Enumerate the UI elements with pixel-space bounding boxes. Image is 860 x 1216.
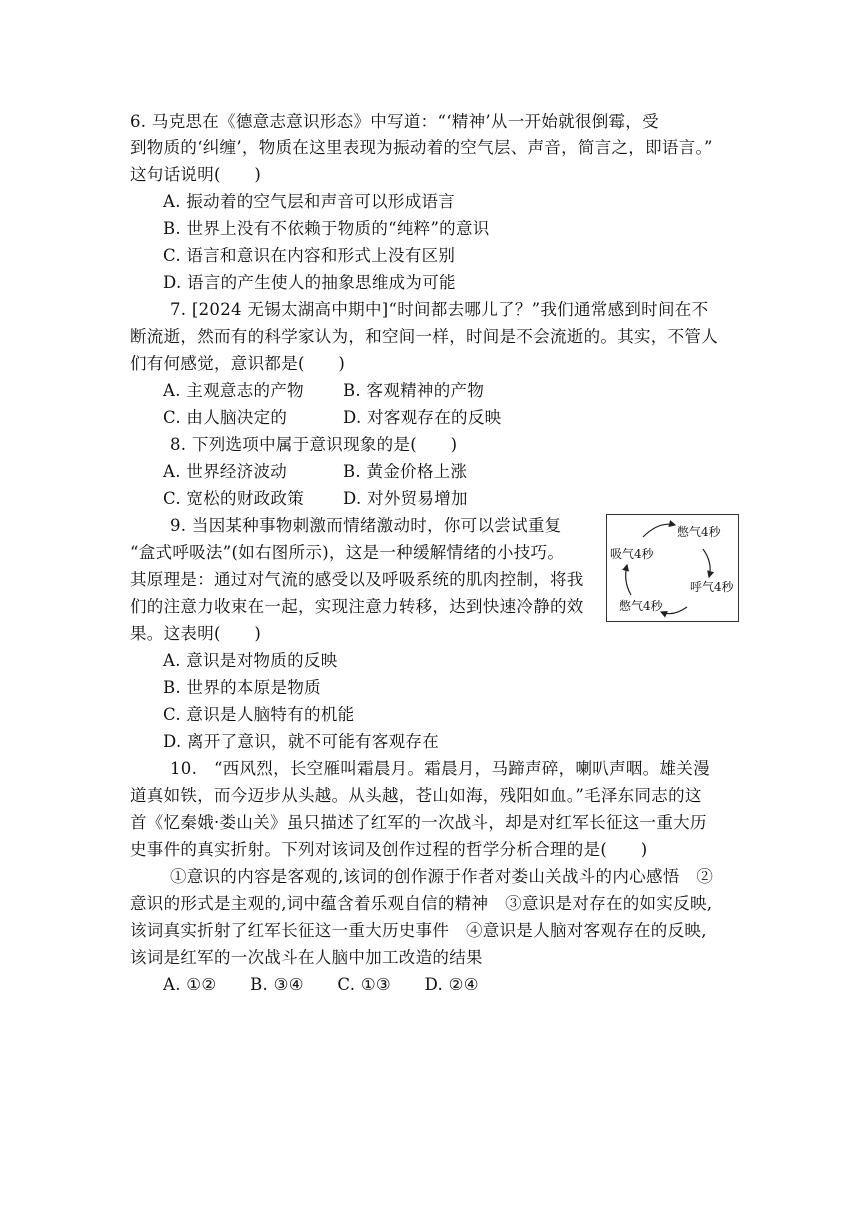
box-breathing-diagram bbox=[606, 514, 739, 622]
label-inhale: 吸气4秒 bbox=[610, 547, 654, 561]
q9-stem-line-1: 9. 当因某种事物刺激而情绪激动时，你可以尝试重复 bbox=[170, 516, 562, 535]
q10-statement-line-3: 该词真实折射了红军长征这一重大历史事件 ④意识是人脑对客观存在的反映, bbox=[130, 921, 707, 940]
q9-option-b: B. 世界的本原是物质 bbox=[163, 678, 321, 697]
q9-stem-line-5: 果。这表明( ) bbox=[130, 624, 262, 643]
q10-statement-line-4: 该词是红军的一次战斗在人脑中加工改造的结果 bbox=[130, 948, 483, 967]
q9-option-c: C. 意识是人脑特有的机能 bbox=[163, 705, 355, 724]
q10-stem-line-2: 道真如铁，而今迈步从头越。从头越，苍山如海，残阳如血。”毛泽东同志的这 bbox=[130, 786, 702, 805]
q7-option-c: C. 由人脑决定的 bbox=[163, 408, 288, 427]
q6-option-a: A. 振动着的空气层和声音可以形成语言 bbox=[163, 192, 456, 211]
q6-option-d: D. 语言的产生使人的抽象思维成为可能 bbox=[163, 273, 456, 292]
q10-statement-line-1: ①意识的内容是客观的,该词的创作源于作者对娄山关战斗的内心感悟 ② bbox=[170, 867, 714, 886]
q9-option-d: D. 离开了意识，就不可能有客观存在 bbox=[163, 732, 440, 751]
q9-stem-line-3: 其原理是：通过对气流的感受以及呼吸系统的肌肉控制，将我 bbox=[130, 570, 584, 589]
q8-option-a: A. 世界经济波动 bbox=[163, 462, 288, 481]
q10-answer-options: A. ①② B. ③④ C. ①③ D. ②④ bbox=[163, 975, 479, 994]
q10-statement-line-2: 意识的形式是主观的,词中蕴含着乐观自信的精神 ③意识是对存在的如实反映, bbox=[130, 894, 713, 913]
q7-stem-line-1: 7. [2024 无锡太湖高中期中]“时间都去哪儿了？”我们通常感到时间在不 bbox=[170, 300, 709, 319]
arrow-left bbox=[626, 565, 631, 595]
q6-option-c: C. 语言和意识在内容和形式上没有区别 bbox=[163, 246, 456, 265]
q9-stem-line-4: 们的注意力收束在一起，实现注意力转移，达到快速冷静的效 bbox=[130, 597, 584, 616]
q9-stem-line-2: “盒式呼吸法”(如右图所示)，这是一种缓解情绪的小技巧。 bbox=[130, 543, 565, 562]
q7-option-a: A. 主观意志的产物 bbox=[163, 381, 304, 400]
label-hold-bottom: 憋气4秒 bbox=[619, 599, 663, 613]
label-exhale: 呼气4秒 bbox=[690, 580, 734, 594]
arrow-bottom bbox=[661, 607, 687, 614]
label-hold-top: 憋气4秒 bbox=[677, 525, 721, 539]
q7-stem-line-3: 们有何感觉，意识都是( ) bbox=[130, 354, 346, 373]
q6-stem-line-2: 到物质的‘纠缠’，物质在这里表现为振动着的空气层、声音，简言之，即语言。” bbox=[130, 138, 713, 157]
q8-stem: 8. 下列选项中属于意识现象的是( ) bbox=[170, 435, 458, 454]
q8-option-b: B. 黄金价格上涨 bbox=[343, 462, 468, 481]
q7-option-b: B. 客观精神的产物 bbox=[343, 381, 485, 400]
q6-option-b: B. 世界上没有不依赖于物质的“纯粹”的意识 bbox=[163, 219, 490, 238]
q7-stem-line-2: 断流逝，然而有的科学家认为，和空间一样，时间是不会流逝的。其实，不管人 bbox=[130, 327, 718, 346]
arrow-right bbox=[703, 549, 710, 577]
q6-stem-line-3: 这句话说明( ) bbox=[130, 165, 262, 184]
arrow-top bbox=[643, 524, 675, 537]
q10-stem-line-3: 首《忆秦娥·娄山关》虽只描述了红军的一次战斗，却是对红军长征这一重大历 bbox=[130, 813, 707, 832]
q9-option-a: A. 意识是对物质的反映 bbox=[163, 651, 338, 670]
q8-option-c: C. 宽松的财政政策 bbox=[163, 489, 305, 508]
q7-option-d: D. 对客观存在的反映 bbox=[343, 408, 502, 427]
q6-stem-line-1: 6. 马克思在《德意志意识形态》中写道：“‘精神’从一开始就很倒霉，受 bbox=[130, 112, 659, 131]
q10-stem-line-4: 史事件的真实折射。下列对该词及创作过程的哲学分析合理的是( ) bbox=[130, 840, 648, 859]
q8-option-d: D. 对外贸易增加 bbox=[343, 489, 468, 508]
q10-stem-line-1: 10. “西风烈，长空雁叫霜晨月。霜晨月，马蹄声碎，喇叭声咽。雄关漫 bbox=[170, 759, 710, 778]
